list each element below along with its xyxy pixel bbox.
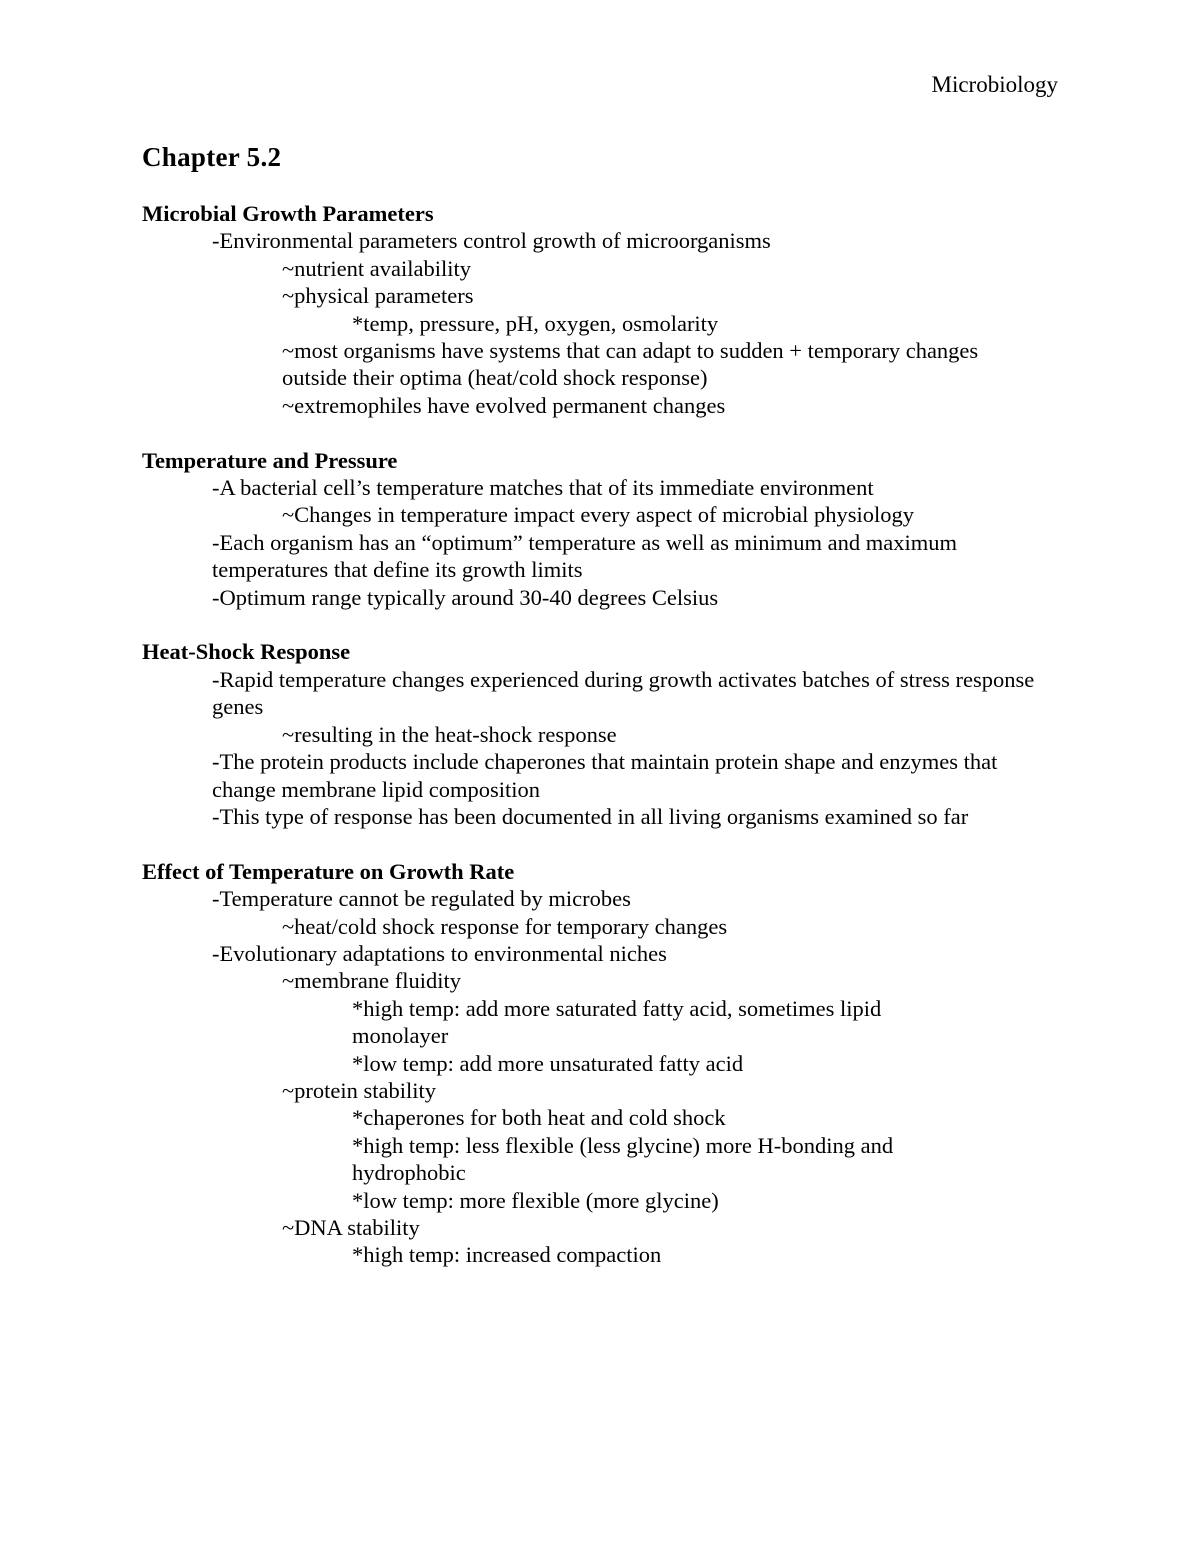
section-temperature-and-pressure bbox=[142, 447, 1062, 611]
note-line: -This type of response has been documented in all living organisms examined so far bbox=[212, 803, 969, 829]
note-line: -Temperature cannot be regulated by microbes bbox=[212, 886, 631, 912]
note-line: *temp, pressure, pH, oxygen, osmolarity bbox=[352, 310, 719, 336]
section-effect-of-temperature-on-growth-rate bbox=[142, 858, 1062, 1269]
note-line: *high temp: increased compaction bbox=[352, 1242, 662, 1268]
section-title: Effect of Temperature on Growth Rate bbox=[142, 858, 515, 884]
note-line: ~DNA stability bbox=[282, 1214, 420, 1240]
note-line: *chaperones for both heat and cold shock bbox=[352, 1105, 726, 1131]
section-heat-shock-response bbox=[142, 638, 1062, 830]
note-line: -Environmental parameters control growth of microorganisms bbox=[212, 228, 771, 254]
section-title: Microbial Growth Parameters bbox=[142, 201, 434, 226]
note-line: ~membrane fluidity bbox=[282, 968, 462, 994]
note-line: ~resulting in the heat-shock response bbox=[282, 721, 617, 747]
section-title: Heat-Shock Response bbox=[142, 639, 351, 665]
note-line: ~physical parameters bbox=[282, 283, 474, 309]
note-line: ~extremophiles have evolved permanent changes bbox=[282, 392, 726, 418]
chapter-title: Chapter 5.2 bbox=[142, 142, 282, 172]
note-line: *low temp: add more unsaturated fatty acid bbox=[352, 1050, 744, 1076]
note-line: -Rapid temperature changes experienced during growth activates batches of stress response genes bbox=[212, 666, 1035, 720]
notes-content bbox=[142, 140, 1062, 1296]
note-line: ~nutrient availability bbox=[282, 255, 471, 281]
note-line: *high temp: add more saturated fatty acid, sometimes lipid monolayer bbox=[352, 995, 882, 1049]
note-line: -A bacterial cell’s temperature matches that of its immediate environment bbox=[212, 475, 874, 501]
section-microbial-growth-parameters bbox=[142, 200, 1062, 419]
course-header: Microbiology bbox=[931, 72, 1058, 97]
note-line: *low temp: more flexible (more glycine) bbox=[352, 1187, 719, 1213]
note-line: ~most organisms have systems that can adapt to sudden + temporary changes outside their optima (heat/cold shock response) bbox=[282, 338, 979, 391]
note-line: ~heat/cold shock response for temporary changes bbox=[282, 913, 728, 939]
note-line: -Evolutionary adaptations to environmental niches bbox=[212, 940, 667, 966]
note-line: -Optimum range typically around 30-40 degrees Celsius bbox=[212, 584, 719, 610]
note-line: -The protein products include chaperones that maintain protein shape and enzymes that change membrane lipid composition bbox=[212, 749, 998, 802]
note-line: *high temp: less flexible (less glycine) more H-bonding and hydrophobic bbox=[352, 1132, 894, 1186]
section-title: Temperature and Pressure bbox=[142, 447, 398, 473]
note-line: ~protein stability bbox=[282, 1077, 437, 1103]
note-line: ~Changes in temperature impact every aspect of microbial physiology bbox=[282, 502, 914, 528]
note-line: -Each organism has an “optimum” temperature as well as minimum and maximum temperatures that define its growth limits bbox=[212, 529, 958, 583]
